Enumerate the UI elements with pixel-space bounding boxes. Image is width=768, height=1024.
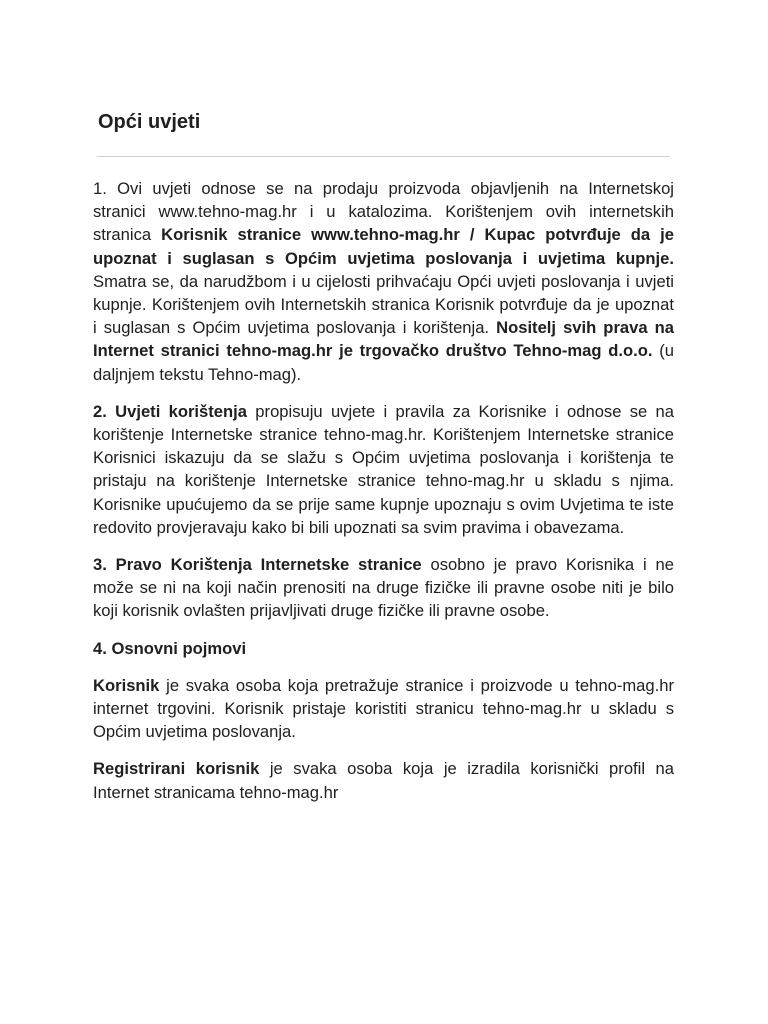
paragraph-4 xyxy=(93,637,674,660)
term-registrirani-korisnik: Registrirani korisnik xyxy=(93,759,260,779)
page-title: Opći uvjeti xyxy=(98,111,201,133)
section-heading-osnovni-pojmovi: 4. Osnovni pojmovi xyxy=(93,638,247,658)
paragraph-3-heading: 3. Pravo Korištenja Internetske stranice xyxy=(93,555,422,575)
document-body xyxy=(93,177,674,818)
definition-korisnik: je svaka osoba koja pretražuje stranice i proizvode u tehno-mag.hr internet trgovini. Korisnik pristaje koristiti stranicu tehno-mag.hr u skladu s Općim uvjetima poslovanja. xyxy=(93,675,674,742)
paragraph-1 xyxy=(93,177,674,386)
paragraph-1-bold-b: Korisnik stranice www.tehno-mag.hr / Kupac potvrđuje da je upoznat i suglasan s Općim uvjetima poslovanja i uvjetima kupnje. xyxy=(93,225,674,268)
paragraph-2 xyxy=(93,400,674,539)
definition-registrirani-korisnik: je svaka osoba koja je izradila korisnički profil na Internet stranicama tehno-mag.hr xyxy=(93,759,674,802)
paragraph-6 xyxy=(93,757,674,803)
paragraph-2-heading: 2. Uvjeti korištenja xyxy=(93,401,248,421)
paragraph-5 xyxy=(93,674,674,744)
paragraph-1-bold-d: Nositelj svih prava na Internet stranici tehno-mag.hr je trgovačko društvo Tehno-mag d.o.o. xyxy=(93,318,674,361)
paragraph-3 xyxy=(93,553,674,623)
title-divider xyxy=(97,156,670,157)
paragraph-1-text-e: (u daljnjem tekstu Tehno-mag). xyxy=(93,341,674,384)
paragraph-1-text-c: Smatra se, da narudžbom i u cijelosti prihvaćaju Opći uvjeti poslovanja i uvjeti kupnje. Korištenjem ovih Internetskih stranica Korisnik potvrđuje da je upoznat i suglasan s Općim uvjetima poslovanja i korištenja. xyxy=(93,271,674,338)
paragraph-2-text: propisuju uvjete i pravila za Korisnike i odnose se na korištenje Internetske stranice tehno-mag.hr. Korištenjem Internetske stranice Korisnici iskazuju da se slažu s Općim uvjetima poslovanja i korištenja te pristaju na korištenje Internetske stranice tehno-mag.hr u skladu s njima. Korisnike upućujemo da se prije same kupnje upoznaju s ovim Uvjetima te iste redovito provjeravaju kako bi bili upoznati sa svim pravima i obavezama. xyxy=(93,401,675,537)
paragraph-3-text: osobno je pravo Korisnika i ne može se ni na koji način prenositi na druge fizičke ili pravne osobe niti je bilo koji korisnik ovlašten prijavljivati druge fizičke ili pravne osobe. xyxy=(93,555,674,621)
paragraph-1-text-a: 1. Ovi uvjeti odnose se na prodaju proizvoda objavljenih na Internetskoj stranici www.tehno-mag.hr i u katalozima. Korištenjem ovih internetskih stranica xyxy=(93,179,674,245)
term-korisnik: Korisnik xyxy=(93,675,160,695)
